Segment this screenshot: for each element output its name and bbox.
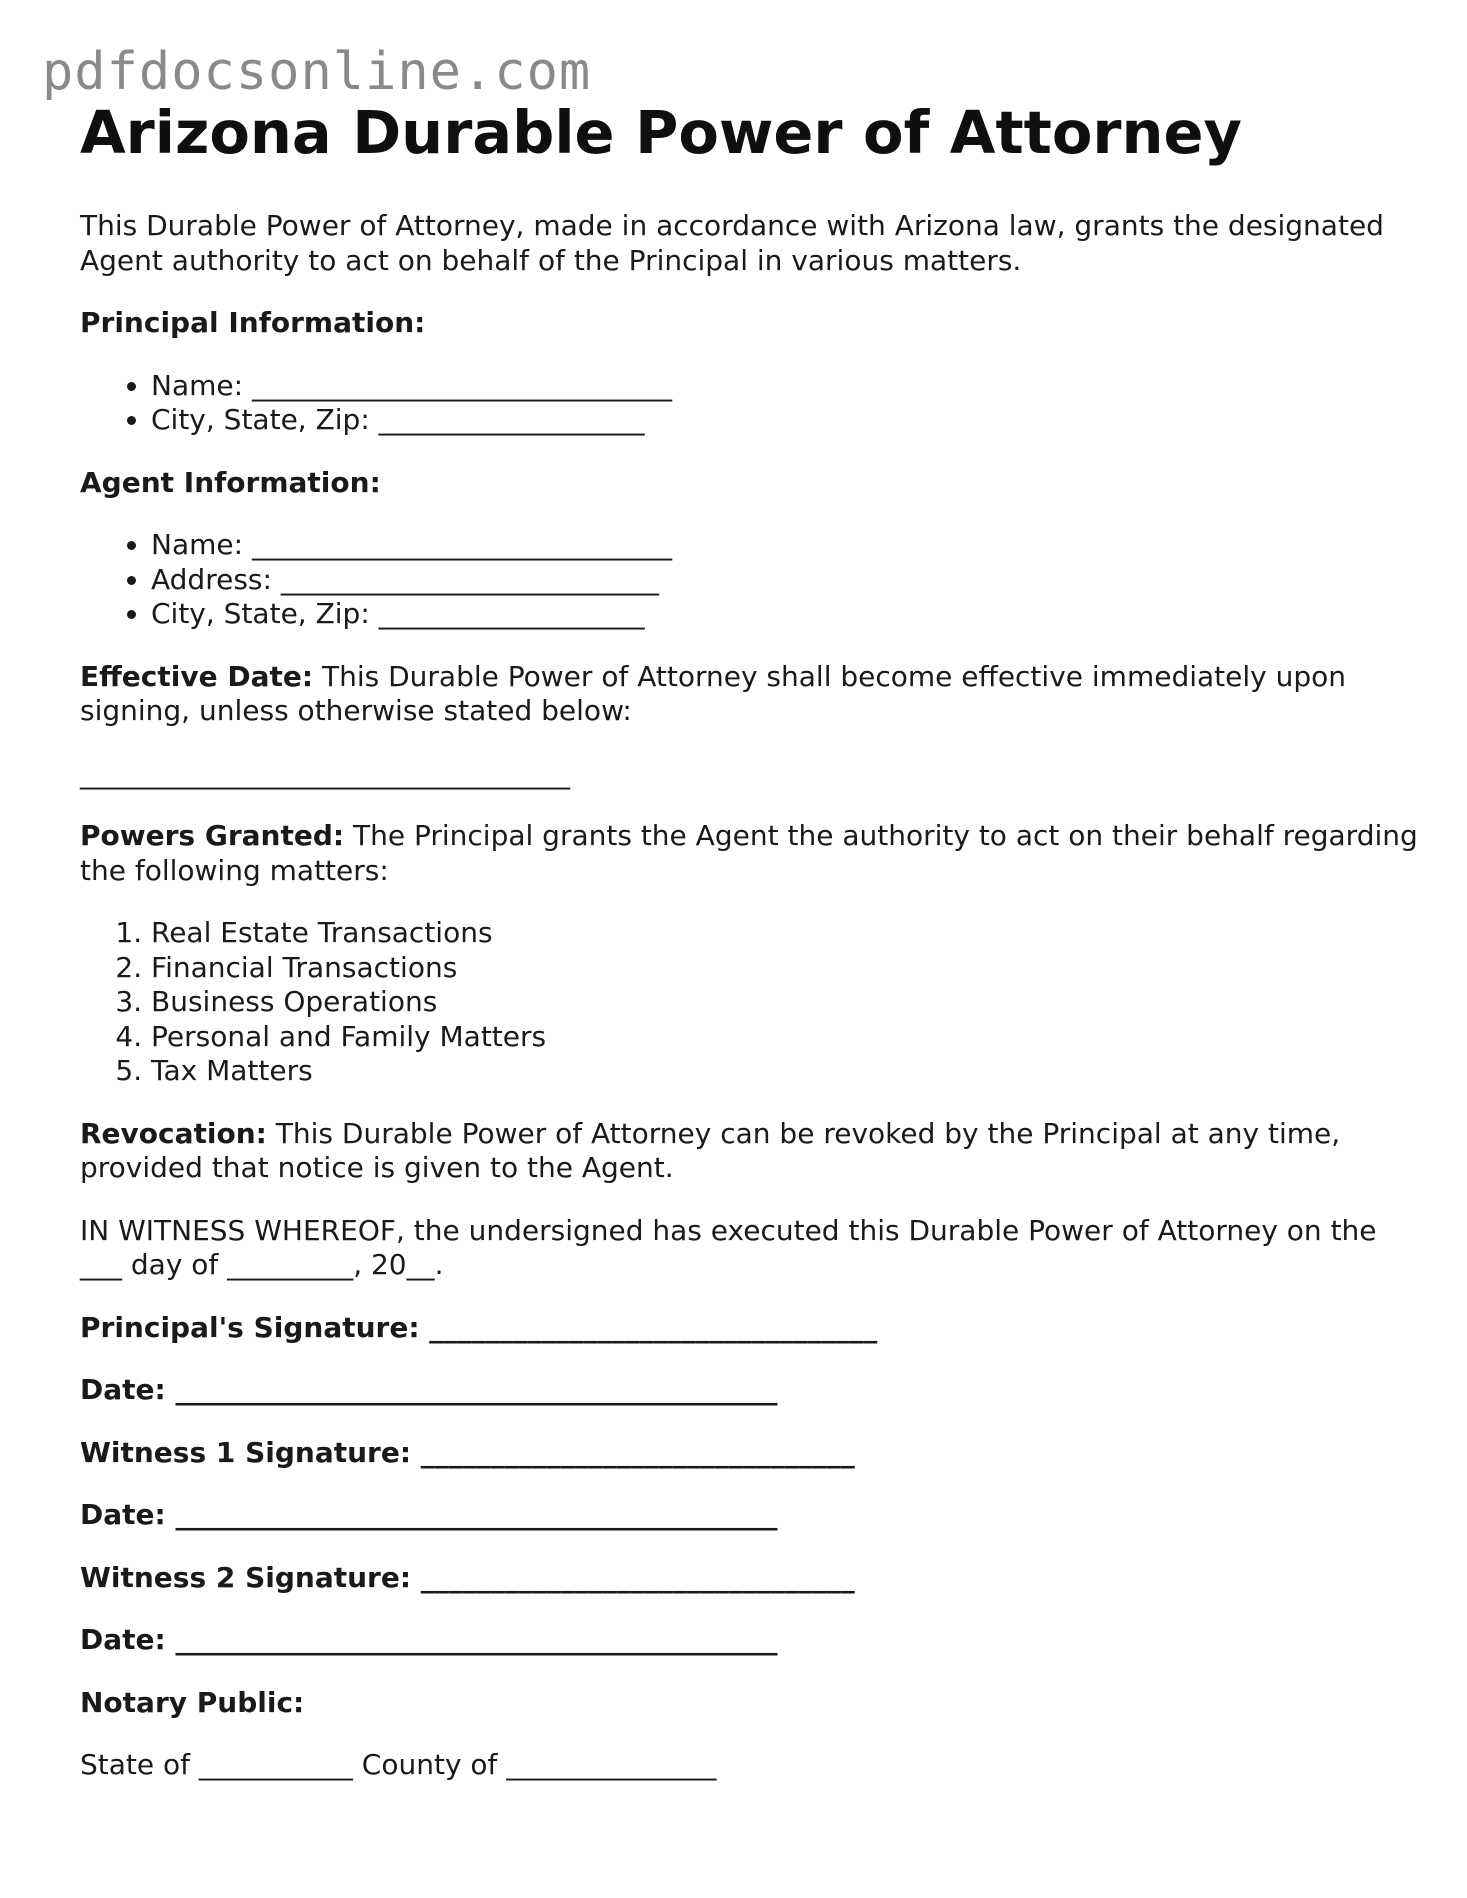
agent-name-field[interactable] <box>151 528 1420 563</box>
field-blank: ___________________ <box>378 597 645 630</box>
powers-list-item: 1. Real Estate Transactions <box>151 916 1420 951</box>
effective-date-paragraph <box>80 660 1420 729</box>
field-blank: ___________________________ <box>280 562 659 596</box>
document-title: Arizona Durable Power of Attorney <box>80 98 1242 167</box>
powers-paragraph <box>80 819 1420 888</box>
agent-city-field[interactable] <box>151 597 1420 632</box>
powers-list-item: 3. Business Operations <box>151 985 1420 1020</box>
principal-heading: Principal Information: <box>80 306 426 339</box>
principal-name-field[interactable] <box>151 369 1420 404</box>
witness-clause: IN WITNESS WHEREOF, the undersigned has executed this Durable Power of Attorney on the ___ day of _________, 20__. <box>80 1213 1377 1281</box>
field-blank: ______________________________ <box>251 528 672 561</box>
agent-fields <box>80 528 1420 632</box>
powers-text: The Principal grants the Agent the authority to act on their behalf regarding the following matters: <box>80 819 1418 887</box>
witness2-date-line[interactable]: Date: ___________________________________________ <box>80 1623 778 1656</box>
principal-fields <box>80 369 1420 438</box>
witness2-signature-line[interactable]: Witness 2 Signature: _______________________________ <box>80 1560 855 1594</box>
powers-list-item: 2. Financial Transactions <box>151 951 1420 986</box>
witness1-signature-line[interactable]: Witness 1 Signature: _______________________________ <box>80 1435 855 1469</box>
principal-date-line[interactable]: Date: ___________________________________________ <box>80 1373 778 1406</box>
document-body <box>80 209 1420 1811</box>
revocation-label: Revocation: <box>80 1116 267 1150</box>
agent-heading: Agent Information: <box>80 465 381 499</box>
principal-signature-line[interactable]: Principal's Signature: ________________________________ <box>80 1310 878 1344</box>
field-label: City, State, Zip: <box>151 403 370 436</box>
intro-paragraph: This Durable Power of Attorney, made in accordance with Arizona law, grants the designated Agent authority to act on behalf of the Principal in various matters. <box>80 209 1384 277</box>
field-blank: ___________________ <box>378 403 645 436</box>
effective-date-blank[interactable]: ___________________________________ <box>80 756 570 790</box>
agent-address-field[interactable] <box>151 563 1420 598</box>
effective-date-text: This Durable Power of Attorney shall become effective immediately upon signing, unless otherwise stated below: <box>80 659 1347 727</box>
watermark: pdfdocsonline.com <box>42 42 592 102</box>
field-label: City, State, Zip: <box>151 597 370 630</box>
notary-heading: Notary Public: <box>80 1685 305 1719</box>
field-blank: ______________________________ <box>251 368 672 402</box>
field-label: Name: <box>151 368 244 402</box>
powers-list-item: 4. Personal and Family Matters <box>151 1020 1420 1055</box>
principal-city-field[interactable] <box>151 403 1420 438</box>
powers-label: Powers Granted: <box>80 819 345 852</box>
revocation-text: This Durable Power of Attorney can be revoked by the Principal at any time, provided that notice is given to the Agent. <box>80 1116 1341 1184</box>
powers-list <box>80 916 1420 1089</box>
revocation-paragraph <box>80 1117 1420 1186</box>
field-label: Address: <box>151 562 272 596</box>
witness1-date-line[interactable]: Date: ___________________________________________ <box>80 1498 778 1531</box>
notary-state-county-line[interactable]: State of ___________ County of _______________ <box>80 1748 717 1781</box>
effective-date-label: Effective Date: <box>80 659 314 693</box>
field-label: Name: <box>151 528 244 561</box>
powers-list-item: 5. Tax Matters <box>151 1054 1420 1089</box>
